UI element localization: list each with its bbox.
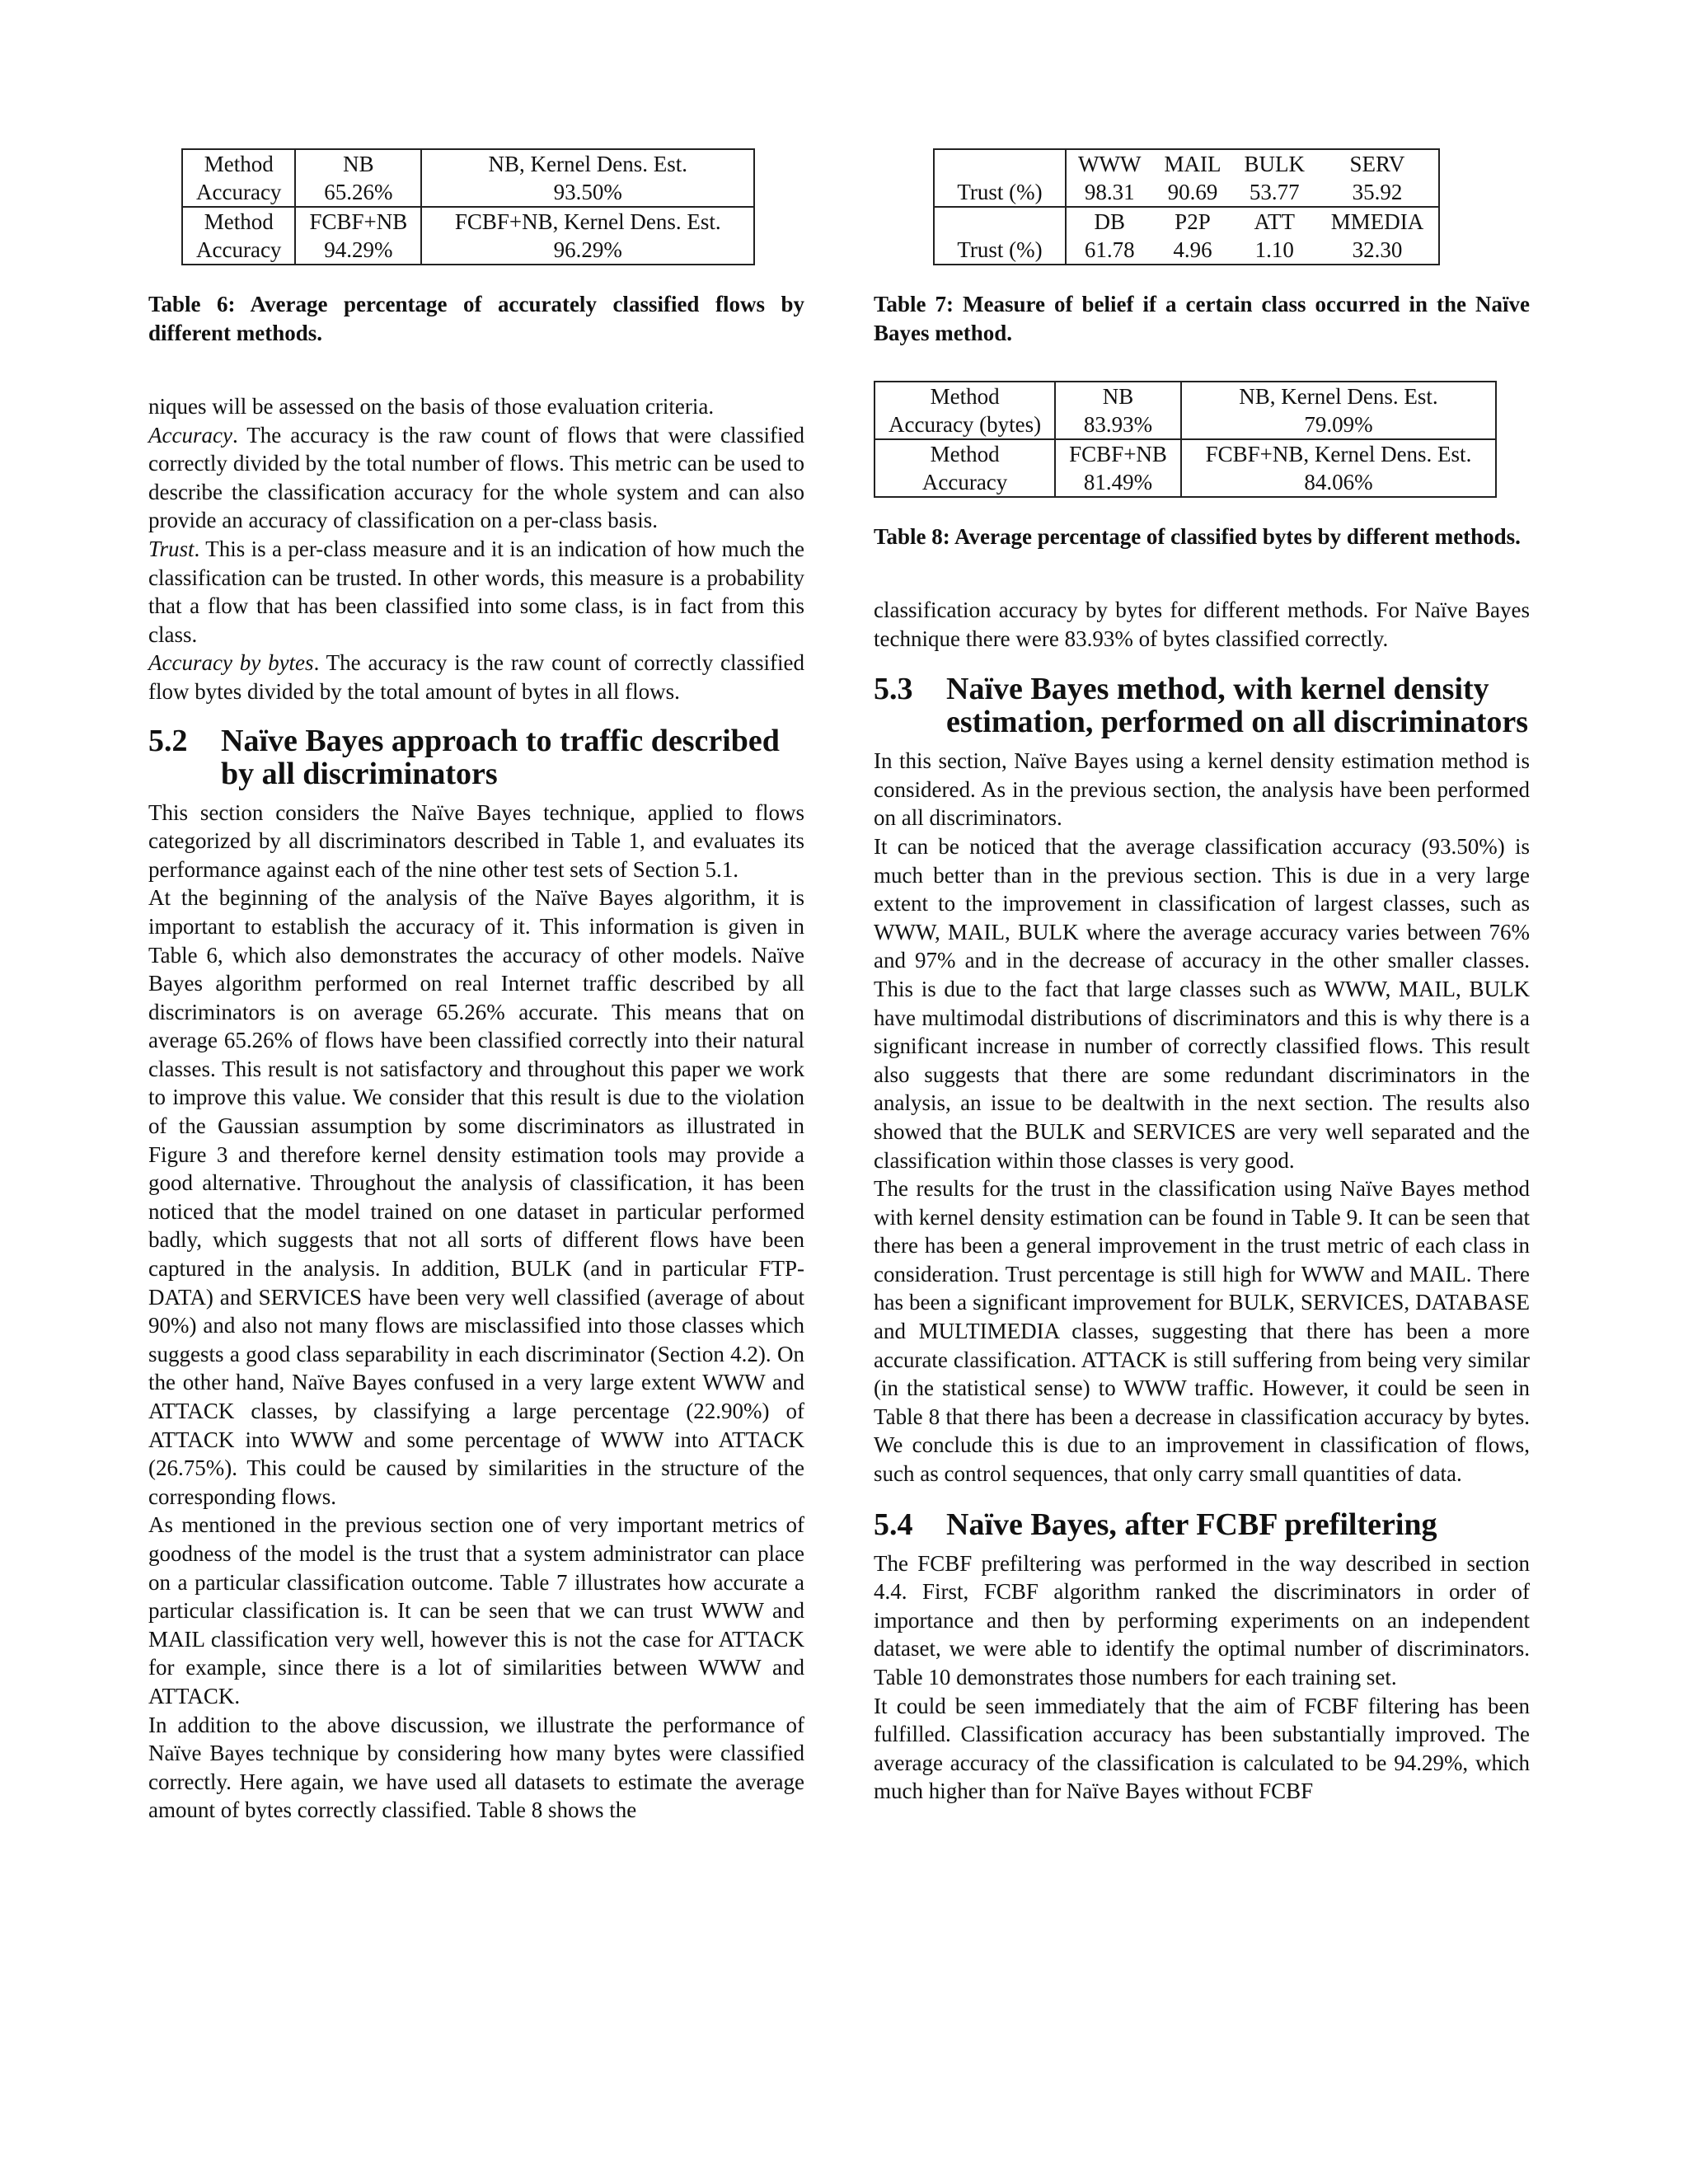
table-8 bbox=[874, 381, 1497, 498]
paragraph: Accuracy by bytes. The accuracy is the raw count of correctly classified flow bytes divided by the total amount of bytes in all flows. bbox=[148, 650, 804, 704]
section-5-4-heading: 5.4 Naïve Bayes, after FCBF prefiltering bbox=[874, 1507, 1437, 1542]
section-5-3-body bbox=[874, 747, 1530, 1488]
section-5-4-body bbox=[874, 1549, 1530, 1806]
table-row: Method NB NB, Kernel Dens. Est. bbox=[874, 382, 1496, 410]
paragraph: The results for the trust in the classification using Naïve Bayes method with kernel density estimation can be found in Table 9. It can be seen that there has been a general improvement in the trust metric of each class in consideration. Trust percentage is still high for WWW and MAIL. There has been a significant improvement for BULK, SERVICES, DATABASE and MULTIMEDIA classes, suggesting that there has been a more accurate classification. ATTACK is still suffering from being very similar (in the statistical sense) to WWW traffic. However, it could be seen in Table 8 that there has been a decrease in classification accuracy by bytes. We conclude this is due to an improvement in classification of flows, such as control sequences, that only carry small quantities of data. bbox=[874, 1176, 1530, 1487]
paragraph: Trust. This is a per-class measure and it is an indication of how much the classification can be trusted. In other words, this measure is a probability that a flow that has been classified into some class, is in fact from this class. bbox=[148, 536, 804, 647]
table-row: Accuracy 81.49% 84.06% bbox=[874, 468, 1496, 497]
table-row: Method FCBF+NB FCBF+NB, Kernel Dens. Est. bbox=[874, 439, 1496, 468]
section-5-2-heading: 5.2 Naïve Bayes approach to traffic described by all discriminators bbox=[148, 723, 780, 791]
table-7 bbox=[933, 148, 1440, 265]
paragraph: This section considers the Naïve Bayes technique, applied to flows categorized by all discriminators described in Table 1, and evaluates its performance against each of the nine other test sets of Section 5.1. bbox=[148, 799, 804, 882]
right-column bbox=[874, 148, 1530, 1806]
table-row: Method FCBF+NB FCBF+NB, Kernel Dens. Est. bbox=[182, 207, 754, 236]
table-row: WWW MAIL BULK SERV bbox=[934, 149, 1439, 178]
evaluation-criteria-text bbox=[148, 392, 804, 706]
left-column bbox=[148, 148, 804, 1825]
table-6 bbox=[181, 148, 755, 265]
paragraph: In this section, Naïve Bayes using a kernel density estimation method is considered. As in the previous section, the analysis have been performed on all discriminators. bbox=[874, 748, 1530, 831]
paragraph: It could be seen immediately that the aim of FCBF filtering has been fulfilled. Classification accuracy has been substantially improved. The average accuracy of the classification is calculated to be 94.29%, which much higher than for Naïve Bayes without FCBF bbox=[874, 1693, 1530, 1804]
table-row: Method NB NB, Kernel Dens. Est. bbox=[182, 149, 754, 178]
table-row: Accuracy 65.26% 93.50% bbox=[182, 178, 754, 207]
table-row: Trust (%) 98.31 90.69 53.77 35.92 bbox=[934, 178, 1439, 207]
table-row: Accuracy 94.29% 96.29% bbox=[182, 236, 754, 265]
paragraph: niques will be assessed on the basis of those evaluation criteria. bbox=[148, 394, 715, 419]
table-7-caption: Table 7: Measure of belief if a certain class occurred in the Naïve Bayes method. bbox=[874, 292, 1530, 345]
paragraph: Accuracy. The accuracy is the raw count of flows that were classified correctly divided by the total number of flows. This metric can be used to describe the classification accuracy for the whole system and can also provide an accuracy of classification on a per-class basis. bbox=[148, 422, 804, 533]
table-row: Trust (%) 61.78 4.96 1.10 32.30 bbox=[934, 236, 1439, 265]
paragraph: The FCBF prefiltering was performed in the way described in section 4.4. First, FCBF algorithm ranked the discriminators in order of importance and then by performing experiments on an independent dataset, we were able to identify the optimal number of discriminators. Table 10 demonstrates those numbers for each training set. bbox=[874, 1550, 1530, 1690]
section-5-2-body bbox=[148, 799, 804, 1825]
paragraph: At the beginning of the analysis of the Naïve Bayes algorithm, it is important to establish the accuracy of it. This information is given in Table 6, which also demonstrates the accuracy of other models. Naïve Bayes algorithm performed on real Internet traffic described by all discriminators is on average 65.26% accurate. This means that on average 65.26% of flows have been classified correctly into their natural classes. This result is not satisfactory and throughout this paper we work to improve this value. We consider that this result is due to the violation of the Gaussian assumption by some discriminators as illustrated in Figure 3 and therefore kernel density estimation tools may provide a good alternative. Throughout the analysis of classification, it has been noticed that the model trained on one dataset in particular performed badly, which suggests that not all sorts of different flows have been captured in the analysis. In addition, BULK (and in particular FTP-DATA) and SERVICES have been very well classified (average of about 90%) and also not many flows are misclassified into those classes which suggests a good class separability in each discriminator (Section 4.2). On the other hand, Naïve Bayes confused in a very large extent WWW and ATTACK classes, by classifying a large percentage (22.90%) of ATTACK into WWW and some percentage of WWW into ATTACK (26.75%). This could be caused by similarities in the structure of the corresponding flows. bbox=[148, 885, 804, 1509]
paragraph: It can be noticed that the average classification accuracy (93.50%) is much better than in the previous section. This is due in a very large extent to the improvement in classification of largest classes, such as WWW, MAIL, BULK where the average accuracy varies between 76% and 97% and in the decrease of accuracy in the other smaller classes. This is due to the fact that large classes such as WWW, MAIL, BULK have multimodal distributions of discriminators and this is why there is a significant increase in number of correctly classified flows. This result also suggests that there are some redundant discriminators in the analysis, an issue to be dealtwith in the next section. The results also showed that the BULK and SERVICES are very well separated and the classification within those classes is very good. bbox=[874, 833, 1530, 1173]
table-6-caption: Table 6: Average percentage of accurately classified flows by different methods. bbox=[148, 292, 804, 345]
bytes-accuracy-text bbox=[874, 596, 1530, 653]
paragraph: As mentioned in the previous section one of very important metrics of goodness of the model is the trust that a system administrator can place on a particular classification outcome. Table 7 illustrates how accurate a particular classification is. It can be seen that we can trust WWW and MAIL classification very well, however this is not the case for ATTACK for example, since there is a lot of similarities between WWW and ATTACK. bbox=[148, 1512, 804, 1708]
paragraph: classification accuracy by bytes for different methods. For Naïve Bayes technique there were 83.93% of bytes classified correctly. bbox=[874, 598, 1530, 651]
section-5-3-heading: 5.3 Naïve Bayes method, with kernel density estimation, performed on all discriminators bbox=[874, 672, 1529, 740]
table-row: Accuracy (bytes) 83.93% 79.09% bbox=[874, 410, 1496, 439]
paragraph: In addition to the above discussion, we illustrate the performance of Naïve Bayes technique by considering how many bytes were classified correctly. Here again, we have used all datasets to estimate the average amount of bytes correctly classified. Table 8 shows the bbox=[148, 1712, 804, 1823]
table-row: DB P2P ATT MMEDIA bbox=[934, 207, 1439, 236]
table-8-caption: Table 8: Average percentage of classified bytes by different methods. bbox=[874, 524, 1521, 549]
